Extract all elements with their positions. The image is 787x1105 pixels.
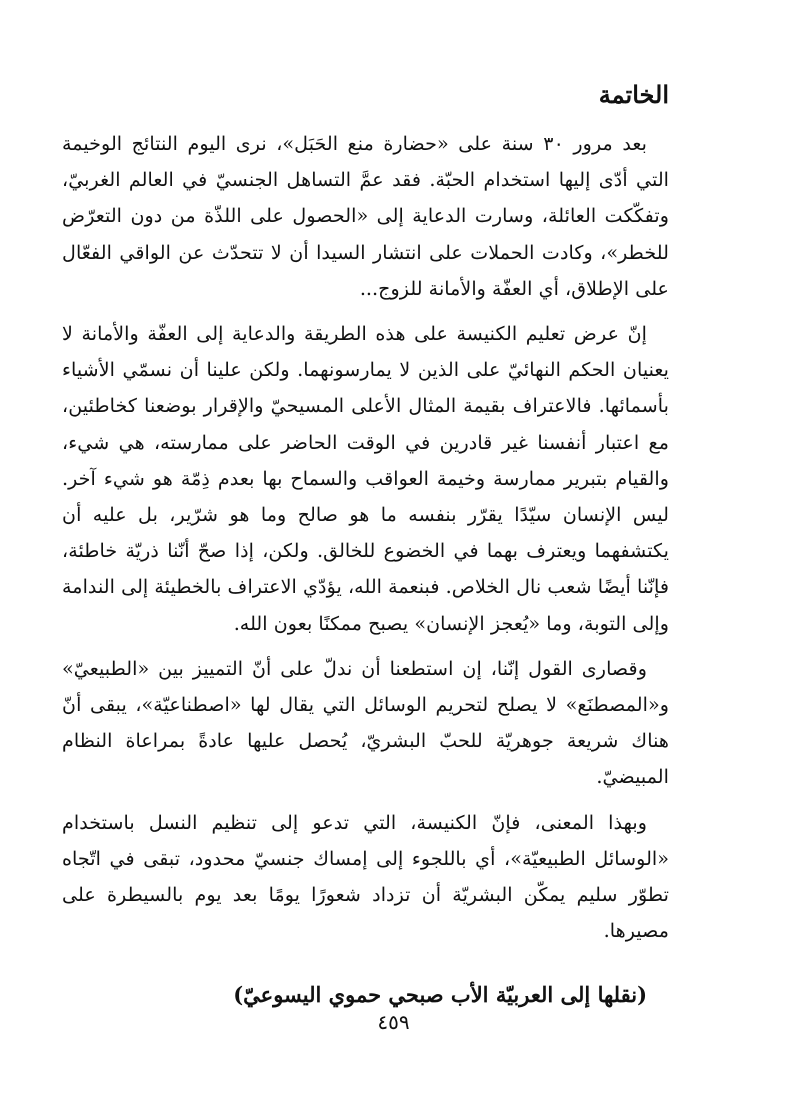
paragraph-2: إنّ عرض تعليم الكنيسة على هذه الطريقة والدعاية إلى العفّة والأمانة لا يعنيان الحكم النهائيّ على الذين لا يمارسونهما. ولكن علينا أن نسمّي الأشياء بأسمائها. فالاعتراف بقيمة المثال الأعلى المسيحيّ والإقرار بوضعنا كخاطئين، مع اعتبار أنفسنا غير قادرين في الوقت الحاضر على ممارسته، هي شيء، والقيام بتبرير ممارسة وخيمة العواقب والسماح بها بعدم ذِمّة هو شيء آخر. ليس الإنسان سيّدًا يقرّر بنفسه ما هو صالح وما هو شرّير، بل عليه أن يكتشفهما ويعترف بهما في الخضوع للخالق. ولكن، إذا صحّ أنّنا ذريّة خاطئة، فإنّنا أيضًا شعب نال الخلاص. فبنعمة الله، يؤدّي الاعتراف بالخطيئة إلى الندامة وإلى التوبة، وما «يُعجز الإنسان» يصبح ممكنًا بعون الله. [62, 322, 669, 635]
paragraph-1: بعد مرور ٣٠ سنة على «حضارة منع الحَبَل»، نرى اليوم النتائج الوخيمة التي أدّى إليها استخدام الحبّة. فقد عمَّ التساهل الجنسيّ في العالم الغربيّ، وتفكّكت العائلة، وسارت الدعاية إلى «الحصول على اللذّة من دون التعرّض للخطر»، وكادت الحملات على انتشار السيدا أن لا تتحدّث عن الواقي الفعّال على الإطلاق، أي العفّة والأمانة للزوج... [62, 132, 669, 300]
paragraph-3: وقصارى القول إنّنا، إن استطعنا أن ندلّ على أنّ التمييز بين «الطبيعيّ» و«المصطنَع» لا يصلح لتحريم الوسائل التي يقال لها «اصطناعيّة»، يبقى أنّ هناك شريعة جوهريّة للحبّ البشريّ، يُحصل عليها عادةً بمراعاة النظام المبيضيّ. [62, 656, 669, 789]
chapter-title: الخاتمة [598, 80, 669, 109]
translator-note: (نقلها إلى العربيّة الأب صبحي حموي اليسوعيّ) [233, 982, 647, 1008]
body-text [62, 126, 669, 1014]
paragraph-4: وبهذا المعنى، فإنّ الكنيسة، التي تدعو إلى تنظيم النسل باستخدام «الوسائل الطبيعيّة»، أي باللجوء إلى إمساك جنسيّ محدود، تبقى في اتّجاه تطوّر سليم يمكّن البشريّة أن تزداد شعورًا يومًا بعد يوم بالسيطرة على مصيرها. [62, 810, 669, 943]
page-number: ٤٥٩ [377, 1010, 410, 1034]
